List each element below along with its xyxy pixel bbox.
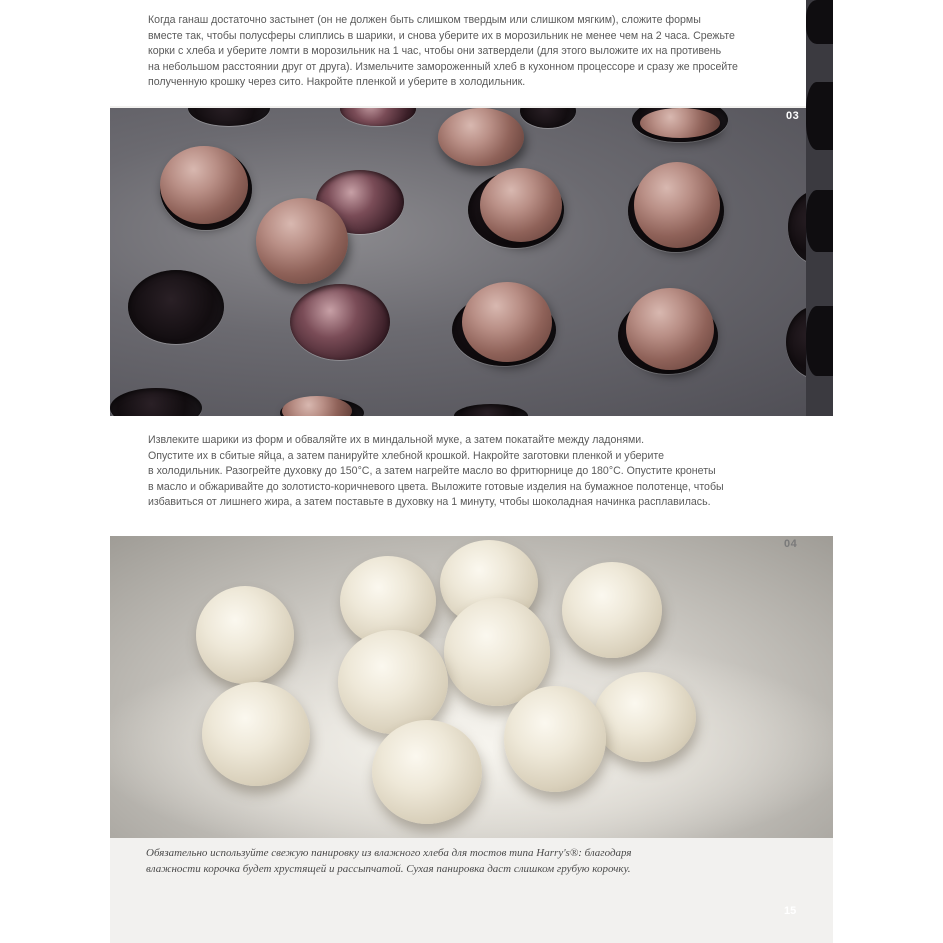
text-line: Когда ганаш достаточно застынет (он не должен быть слишком твердым или слишком мягким), сложите формы (148, 14, 701, 26)
text-line: в холодильник. Разогрейте духовку до 150°С, а затем нагрейте масло во фритюрнице до 180°С. Опустите кронеты (148, 465, 716, 478)
frozen-ball (480, 168, 562, 242)
text-line: корки с хлеба и уберите ломти в морозильник на 1 час, чтобы они затвердели (для этого выложите их на противень (148, 45, 722, 58)
text-line: на небольшом расстоянии друг от друга). Измельчите замороженный хлеб в кухонном процессоре и сразу же просейте (148, 60, 738, 73)
mold-cavity (806, 82, 833, 150)
photo-breaded-balls (110, 536, 833, 838)
breaded-ball (196, 586, 294, 684)
mold-cavity (340, 108, 416, 126)
breaded-ball (562, 562, 662, 658)
note-line: Обязательно используйте свежую панировку из влажного хлеба для тостов типа Harry's®: благодаря (146, 847, 632, 859)
mold-cavity (454, 404, 528, 416)
photo-frozen-balls-in-mold (110, 108, 833, 416)
step-text-block (110, 416, 833, 536)
breaded-ball (594, 672, 696, 762)
mold-cavity (806, 306, 833, 376)
tip-note (146, 845, 786, 877)
step-number: 03 (786, 110, 800, 122)
text-line: полученную крошку через сито. Накройте пленкой и уберите в холодильник. (148, 76, 526, 89)
mold-cavity (806, 0, 833, 44)
mold-cavity (520, 108, 576, 128)
breaded-ball (504, 686, 606, 792)
text-line: Извлеките шарики из форм и обваляйте их в миндальной муке, а затем покатайте между ладонями. (148, 434, 645, 446)
text-line: вместе так, чтобы полусферы слиплись в шарики, и снова уберите их в морозильник не менее чем на 2 часа. Срежьте (148, 29, 735, 42)
mold-cavity (290, 284, 390, 360)
breaded-ball (202, 682, 310, 786)
frozen-ball (626, 288, 714, 370)
frozen-ball (634, 162, 720, 248)
mold-cavity (806, 190, 833, 252)
step-number: 04 (784, 538, 798, 550)
text-line: в масло и обжаривайте до золотисто-коричневого цвета. Выложите готовые изделия на бумажное полотенце, чтобы (148, 480, 724, 493)
frozen-ball (160, 146, 248, 224)
frozen-ball (640, 108, 720, 138)
mold-cavity (128, 270, 224, 344)
frozen-ball (438, 108, 524, 166)
breaded-ball (338, 630, 448, 734)
frozen-ball (462, 282, 552, 362)
mold-cavity (110, 388, 202, 416)
note-line: влажности корочка будет хрустящей и рассыпчатой. Сухая панировка даст слишком грубую корочку. (146, 863, 631, 875)
step-text-block (110, 0, 806, 106)
page-number: 15 (784, 905, 797, 917)
text-line: избавиться от лишнего жира, а затем поставьте в духовку на 1 минуту, чтобы шоколадная начинка расплавилась. (148, 496, 711, 509)
breaded-ball (372, 720, 482, 824)
frozen-ball (256, 198, 348, 284)
mold-cavity (188, 108, 270, 126)
text-line: Опустите их в сбитые яйца, а затем панируйте хлебной крошкой. Накройте заготовки пленкой и уберите (148, 449, 664, 462)
